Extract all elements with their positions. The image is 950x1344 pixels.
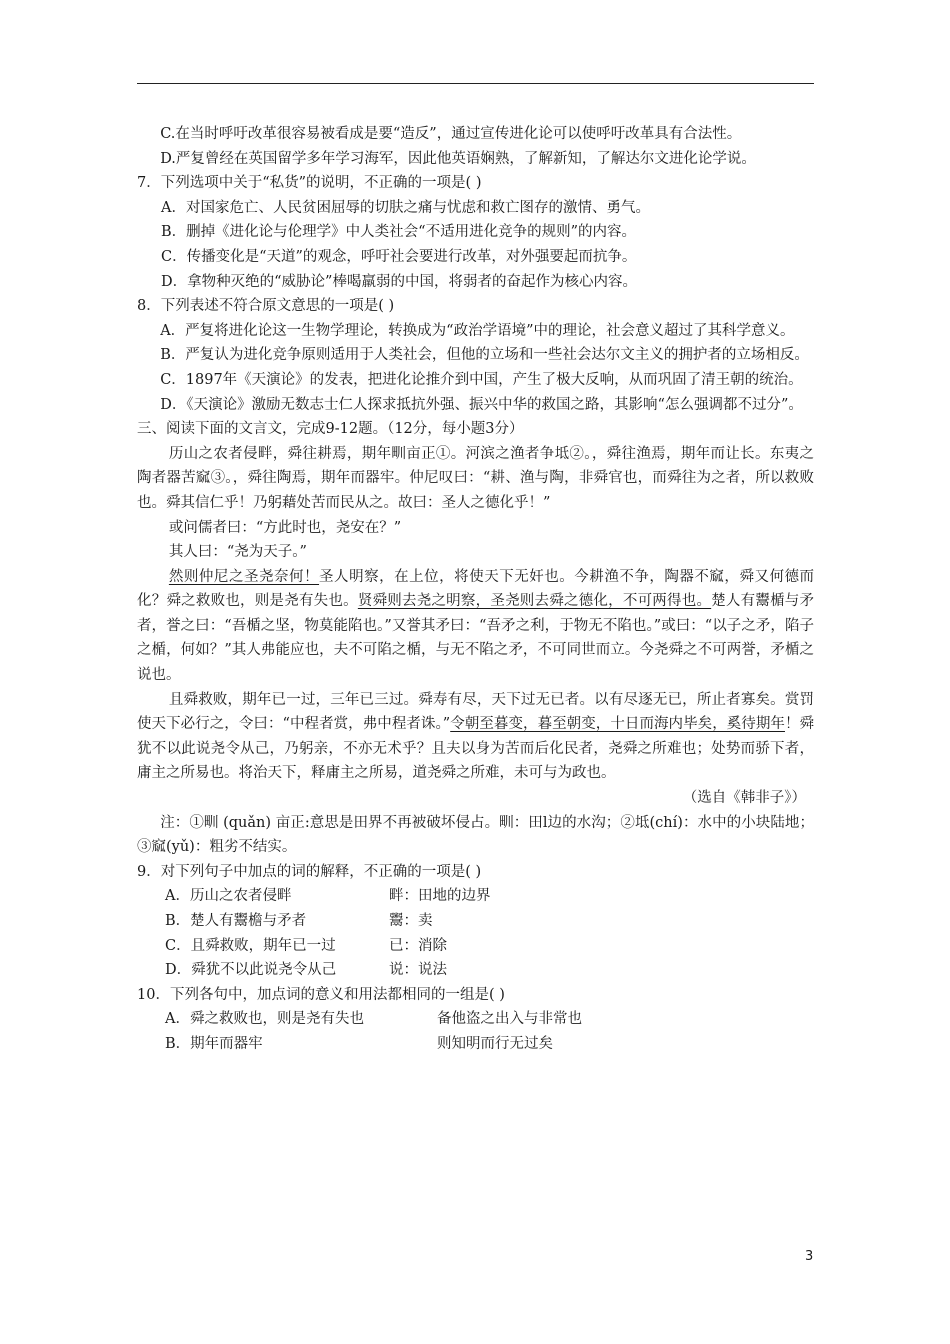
passage-paragraph-5	[137, 688, 814, 786]
passage-p5-text-b: ！舜犹不以此说尧令从己，乃躬亲，不亦无术乎？且夫以身为苦而后化民者，尧舜之所难也；处势而骄下者，庸主之所易也。将治天下，释庸主之所易，道尧舜之所难，未可与为政也。	[137, 716, 815, 782]
q7-option-c: C．传播变化是“天道”的观念，呼吁社会要进行改革，对外强要起而抗争。	[161, 248, 637, 265]
q8-option-a: A．严复将进化论这一生物学理论，转换成为“政治学语境”中的理论，社会意义超过了其科学意义。	[160, 322, 795, 339]
q9-stem: 9．对下列句子中加点的词的解释，不正确的一项是( )	[137, 863, 482, 880]
q8-stem: 8．下列表述不符合原文意思的一项是( )	[137, 298, 395, 315]
passage-paragraph-3: 其人曰：“尧为天子。”	[168, 544, 307, 561]
passage-p4-text-a: 圣人明察，在上位，将使天下无奸也。今耕渔不争，陶器不窳，舜又何德而化？舜之救败也，则是尧有失也。	[137, 568, 815, 610]
annotation-note: 注：①甽 (quǎn) 亩正:意思是田界不再被破坏侵占。甽：田l边的水沟；②坻(chí)：水中的小块陆地；③窳(yǔ)：粗劣不结实。	[137, 814, 814, 856]
passage-paragraph-4	[137, 565, 814, 688]
q7-option-a: A．对国家危亡、人民贫困屈辱的切肤之痛与忧虑和救亡图存的激情、勇气。	[161, 199, 650, 216]
passage-source: （选自《韩非子》）	[682, 790, 806, 807]
q9-option-b: B．楚人有鬻檐与矛者 鬻：卖	[165, 913, 433, 929]
page-content	[137, 122, 814, 1057]
underlined-sentence-2: 贤舜则去尧之明察，圣尧则去舜之德化，不可两得也。	[357, 593, 712, 610]
underlined-sentence-1: 然则仲尼之圣尧奈何！	[168, 568, 320, 585]
q10-option-a: A．舜之救败也，则是尧有失也 备他盗之出入与非常也	[165, 1011, 582, 1028]
q8-option-b: B．严复认为进化竞争原则适用于人类社会，但他的立场和一些社会达尔文主义的拥护者的立场相反。	[160, 347, 809, 364]
passage-p4-text-b: 楚人有鬻楯与矛者，誉之曰：“吾楯之坚，物莫能陷也。”又誉其矛曰：“吾矛之利，于物无不陷也。”或曰：“以子之矛，陷子之楯，何如？”其人弗能应也，夫不可陷之楯，与无不陷之矛，不可同世而立。今尧舜之不可两誉，矛楯之说也。	[137, 593, 815, 684]
q8-option-c: C．1897年《天演论》的发表，把进化论推介到中国，产生了极大反响，从而巩固了清王朝的统治。	[160, 371, 803, 388]
passage-paragraph-1: 历山之农者侵畔，舜往耕焉，期年甽亩正①。河滨之渔者争坻②。，舜往渔焉，期年而让长。东夷之陶者器苦窳③。，舜往陶焉，期年而器牢。仲尼叹曰：“耕、渔与陶，非舜官也，而舜往为之者，所以救败也。舜其信仁乎！乃躬藉处苦而民从之。故曰：圣人之德化乎！”	[137, 445, 814, 511]
q10-stem: 10．下列各句中，加点词的意义和用法都相同的一组是( )	[137, 986, 505, 1003]
header-rule	[137, 83, 814, 84]
q10-option-b: B．期年而器牢 则知明而行无过矣	[165, 1035, 553, 1052]
q7-option-d: D．拿物种灭绝的“威胁论”棒喝羸弱的中国，将弱者的奋起作为核心内容。	[161, 273, 637, 290]
q6-option-c: C.在当时呼吁改革很容易被看成是要“造反”，通过宣传进化论可以使呼吁改革具有合法性。	[160, 126, 742, 142]
q7-stem: 7．下列选项中关于“私货”的说明，不正确的一项是( )	[137, 175, 482, 192]
underlined-sentence-3: 令朝至暮变，暮至朝变，十日而海内毕矣，奚待期年	[450, 716, 785, 733]
q9-option-d: D．舜犹不以此说尧令从己 说：说法	[165, 962, 447, 979]
section-3-heading: 三、阅读下面的文言文，完成9-12题。（12分，每小题3分）	[137, 421, 524, 438]
passage-p5-text-a: 且舜救败，期年已一过，三年已三过。舜寿有尽，天下过无已者。以有尽逐无已，所止者寡矣。赏罚使天下必行之，令曰：“中程者赏，弗中程者诛。”	[137, 691, 814, 733]
passage-paragraph-2: 或问儒者曰：“方此时也，尧安在？”	[168, 519, 402, 536]
q8-option-d: D．《天演论》激励无数志士仁人探求抵抗外强、振兴中华的救国之路，其影响“怎么强调都不过分”。	[160, 396, 803, 413]
page-number: 3	[805, 1249, 814, 1264]
q7-option-b: B．删掉《进化论与伦理学》中人类社会“不适用进化竞争的规则”的内容。	[161, 224, 636, 241]
q9-option-c: C．且舜救败，期年已一过 已：消除	[165, 937, 447, 954]
q6-option-d: D.严复曾经在英国留学多年学习海军，因此他英语娴熟，了解新知，了解达尔文进化论学说。	[160, 150, 756, 167]
q9-option-a: A．历山之农者侵畔 畔：田地的边界	[165, 888, 491, 905]
